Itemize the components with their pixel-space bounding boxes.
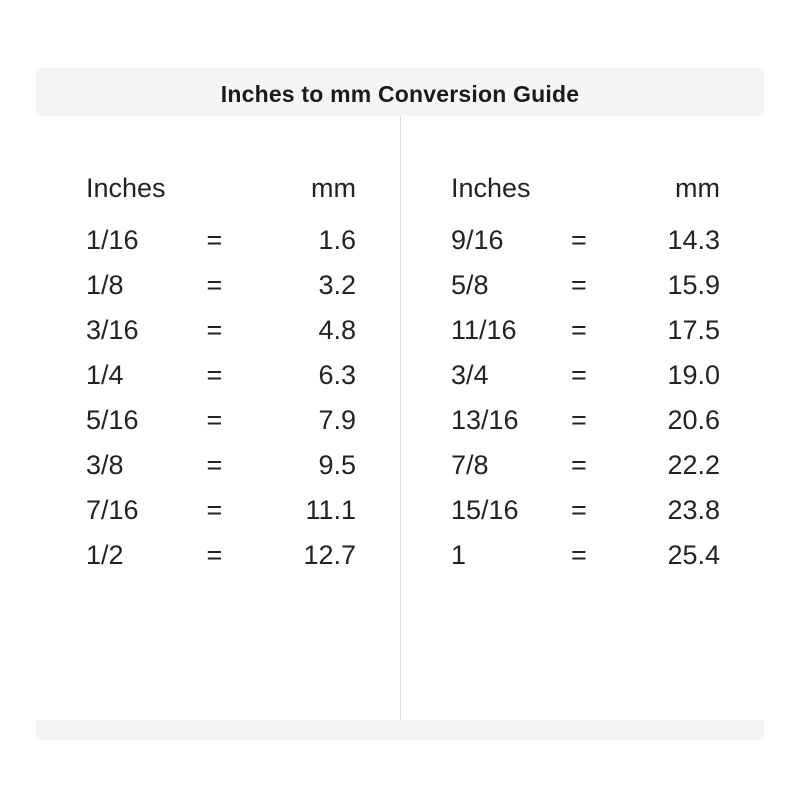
cell-mm: 17.5 (667, 315, 720, 345)
table-row (401, 443, 764, 488)
column-header-inches: Inches (86, 173, 166, 203)
cell-inches: 3/8 (86, 450, 124, 480)
table-header-left (36, 166, 400, 218)
cell-mm: 22.2 (667, 450, 720, 480)
conversion-table-left-table (36, 166, 400, 578)
cell-equals: = (206, 405, 223, 435)
table-header-right (401, 166, 764, 218)
cell-mm: 12.7 (303, 540, 356, 570)
cell-equals: = (206, 315, 223, 345)
table-row (36, 308, 400, 353)
table-row (36, 218, 400, 263)
cell-mm: 7.9 (318, 405, 356, 435)
table-header-row (36, 166, 400, 218)
cell-inches: 7/8 (451, 450, 489, 480)
cell-mm: 1.6 (318, 225, 356, 255)
cell-mm: 25.4 (667, 540, 720, 570)
table-row (401, 353, 764, 398)
column-header-mm: mm (311, 173, 356, 203)
cell-equals: = (570, 225, 587, 255)
cell-inches: 11/16 (451, 315, 517, 345)
table-row (36, 488, 400, 533)
cell-equals: = (206, 225, 223, 255)
cell-inches: 1 (451, 540, 467, 570)
conversion-table-left (36, 116, 400, 720)
cell-equals: = (206, 495, 223, 525)
cell-mm: 23.8 (667, 495, 720, 525)
cell-equals: = (206, 270, 223, 300)
table-row (401, 533, 764, 578)
table-row (36, 443, 400, 488)
cell-mm: 14.3 (667, 225, 720, 255)
cell-mm: 3.2 (318, 270, 356, 300)
cell-inches: 9/16 (451, 225, 504, 255)
table-body-left (36, 218, 400, 578)
table-row (401, 488, 764, 533)
cell-mm: 15.9 (667, 270, 720, 300)
conversion-table-right-table (401, 166, 764, 578)
cell-equals: = (206, 450, 223, 480)
cell-inches: 13/16 (451, 405, 519, 435)
cell-equals: = (570, 315, 587, 345)
conversion-table-right (400, 116, 764, 720)
column-header-equals (182, 166, 248, 218)
cell-equals: = (570, 270, 587, 300)
cell-inches: 5/8 (451, 270, 489, 300)
column-header-mm: mm (675, 173, 720, 203)
cell-equals: = (570, 360, 587, 390)
conversion-table-panel (36, 116, 764, 720)
page-title: Inches to mm Conversion Guide (220, 80, 580, 107)
cell-mm: 19.0 (667, 360, 720, 390)
cell-inches: 3/16 (86, 315, 139, 345)
title-bar (36, 72, 764, 116)
table-row (36, 398, 400, 443)
table-row (36, 353, 400, 398)
cell-inches: 1/2 (86, 540, 124, 570)
cell-equals: = (570, 405, 587, 435)
cell-mm: 11.1 (305, 495, 356, 525)
cell-inches: 3/4 (451, 360, 489, 390)
table-row (401, 398, 764, 443)
cell-inches: 7/16 (86, 495, 139, 525)
table-row (36, 263, 400, 308)
cell-inches: 5/16 (86, 405, 139, 435)
cell-mm: 6.3 (318, 360, 356, 390)
table-header-row (401, 166, 764, 218)
table-body-right (401, 218, 764, 578)
cell-equals: = (570, 495, 587, 525)
column-header-inches: Inches (451, 173, 531, 203)
cell-mm: 20.6 (667, 405, 720, 435)
cell-mm: 4.8 (318, 315, 356, 345)
cell-inches: 1/16 (86, 225, 139, 255)
table-row (36, 533, 400, 578)
table-row (401, 218, 764, 263)
table-row (401, 308, 764, 353)
cell-equals: = (570, 540, 587, 570)
cell-inches: 15/16 (451, 495, 519, 525)
cell-inches: 1/8 (86, 270, 124, 300)
cell-equals: = (206, 540, 223, 570)
table-row (401, 263, 764, 308)
cell-equals: = (206, 360, 223, 390)
cell-equals: = (570, 450, 587, 480)
cell-inches: 1/4 (86, 360, 124, 390)
column-header-equals (546, 166, 611, 218)
cell-mm: 9.5 (318, 450, 356, 480)
